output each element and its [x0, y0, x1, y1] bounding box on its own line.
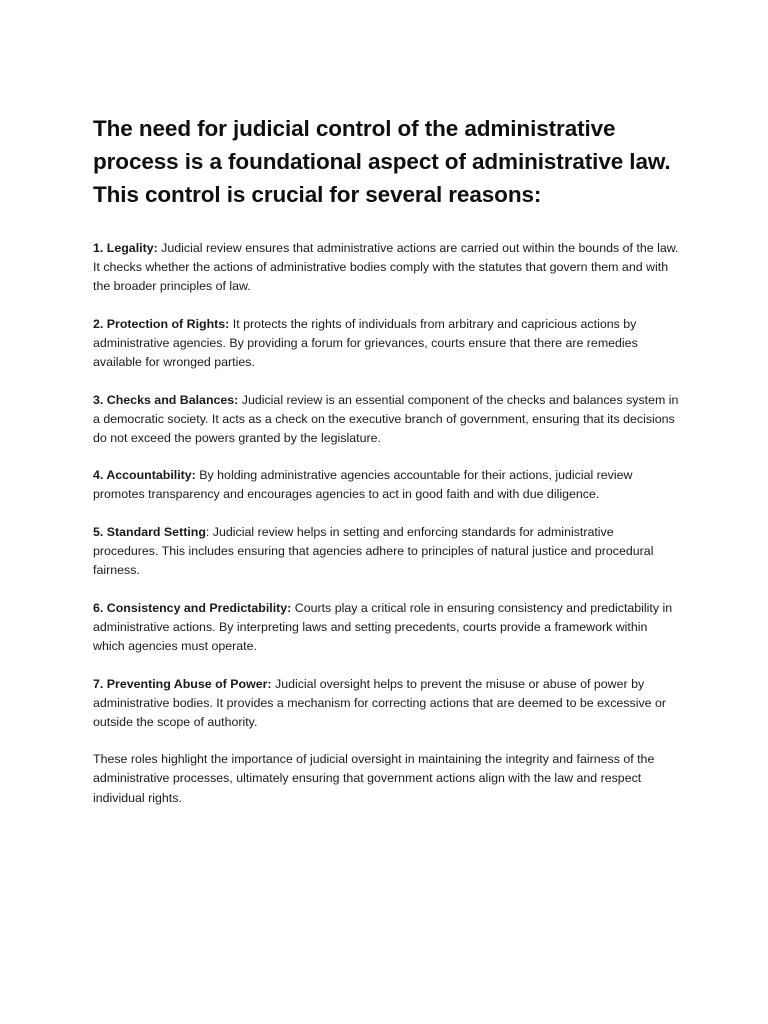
section-consistency-and-predictability	[93, 599, 680, 656]
section-heading: 2. Protection of Rights:	[93, 316, 230, 331]
section-body: By holding administrative agencies accountable for their actions, judicial review promotes transparency and encourages agencies to act in good faith and with due diligence.	[93, 468, 633, 502]
section-heading: 5. Standard Setting	[93, 525, 206, 540]
closing-paragraph: These roles highlight the importance of judicial oversight in maintaining the integrity and fairness of the administrative processes, ultimately ensuring that government actions align with the law and respect individual rights.	[93, 752, 655, 805]
section-heading: 7. Preventing Abuse of Power:	[93, 676, 272, 691]
section-legality	[93, 239, 680, 296]
section-heading: 4. Accountability:	[93, 468, 196, 483]
document-title: The need for judicial control of the administrative process is a foundational aspect of administrative law. This control is crucial for several reasons:	[93, 116, 671, 207]
section-protection-of-rights	[93, 315, 680, 372]
section-body: Judicial review is an essential component of the checks and balances system in a democratic society. It acts as a check on the executive branch of government, ensuring that its decisions do not exceed the powers granted by the legislature.	[93, 392, 679, 445]
section-body: Judicial oversight helps to prevent the misuse or abuse of power by administrative bodies. It provides a mechanism for correcting actions that are deemed to be excessive or outside the scope of authority.	[93, 676, 667, 729]
section-body: Courts play a critical role in ensuring consistency and predictability in administrative actions. By interpreting laws and setting precedents, courts provide a framework within which agencies must operate.	[93, 600, 673, 653]
section-body: : Judicial review helps in setting and enforcing standards for administrative procedures. This includes ensuring that agencies adhere to principles of natural justice and procedural fairness.	[93, 525, 654, 578]
section-heading: 1. Legality:	[93, 241, 158, 255]
section-heading: 6. Consistency and Predictability:	[93, 600, 292, 615]
section-preventing-abuse-of-power	[93, 675, 680, 732]
section-checks-and-balances	[93, 391, 680, 448]
section-body: Judicial review ensures that administrative actions are carried out within the bounds of the law. It checks whether the actions of administrative bodies comply with the statutes that govern them and with the broader principles of law.	[93, 241, 679, 294]
section-body: It protects the rights of individuals from arbitrary and capricious actions by administrative agencies. By providing a forum for grievances, courts ensure that there are remedies available for wronged parties.	[93, 316, 638, 369]
section-heading: 3. Checks and Balances:	[93, 392, 239, 407]
section-accountability	[93, 466, 680, 504]
section-standard-setting	[93, 523, 680, 580]
